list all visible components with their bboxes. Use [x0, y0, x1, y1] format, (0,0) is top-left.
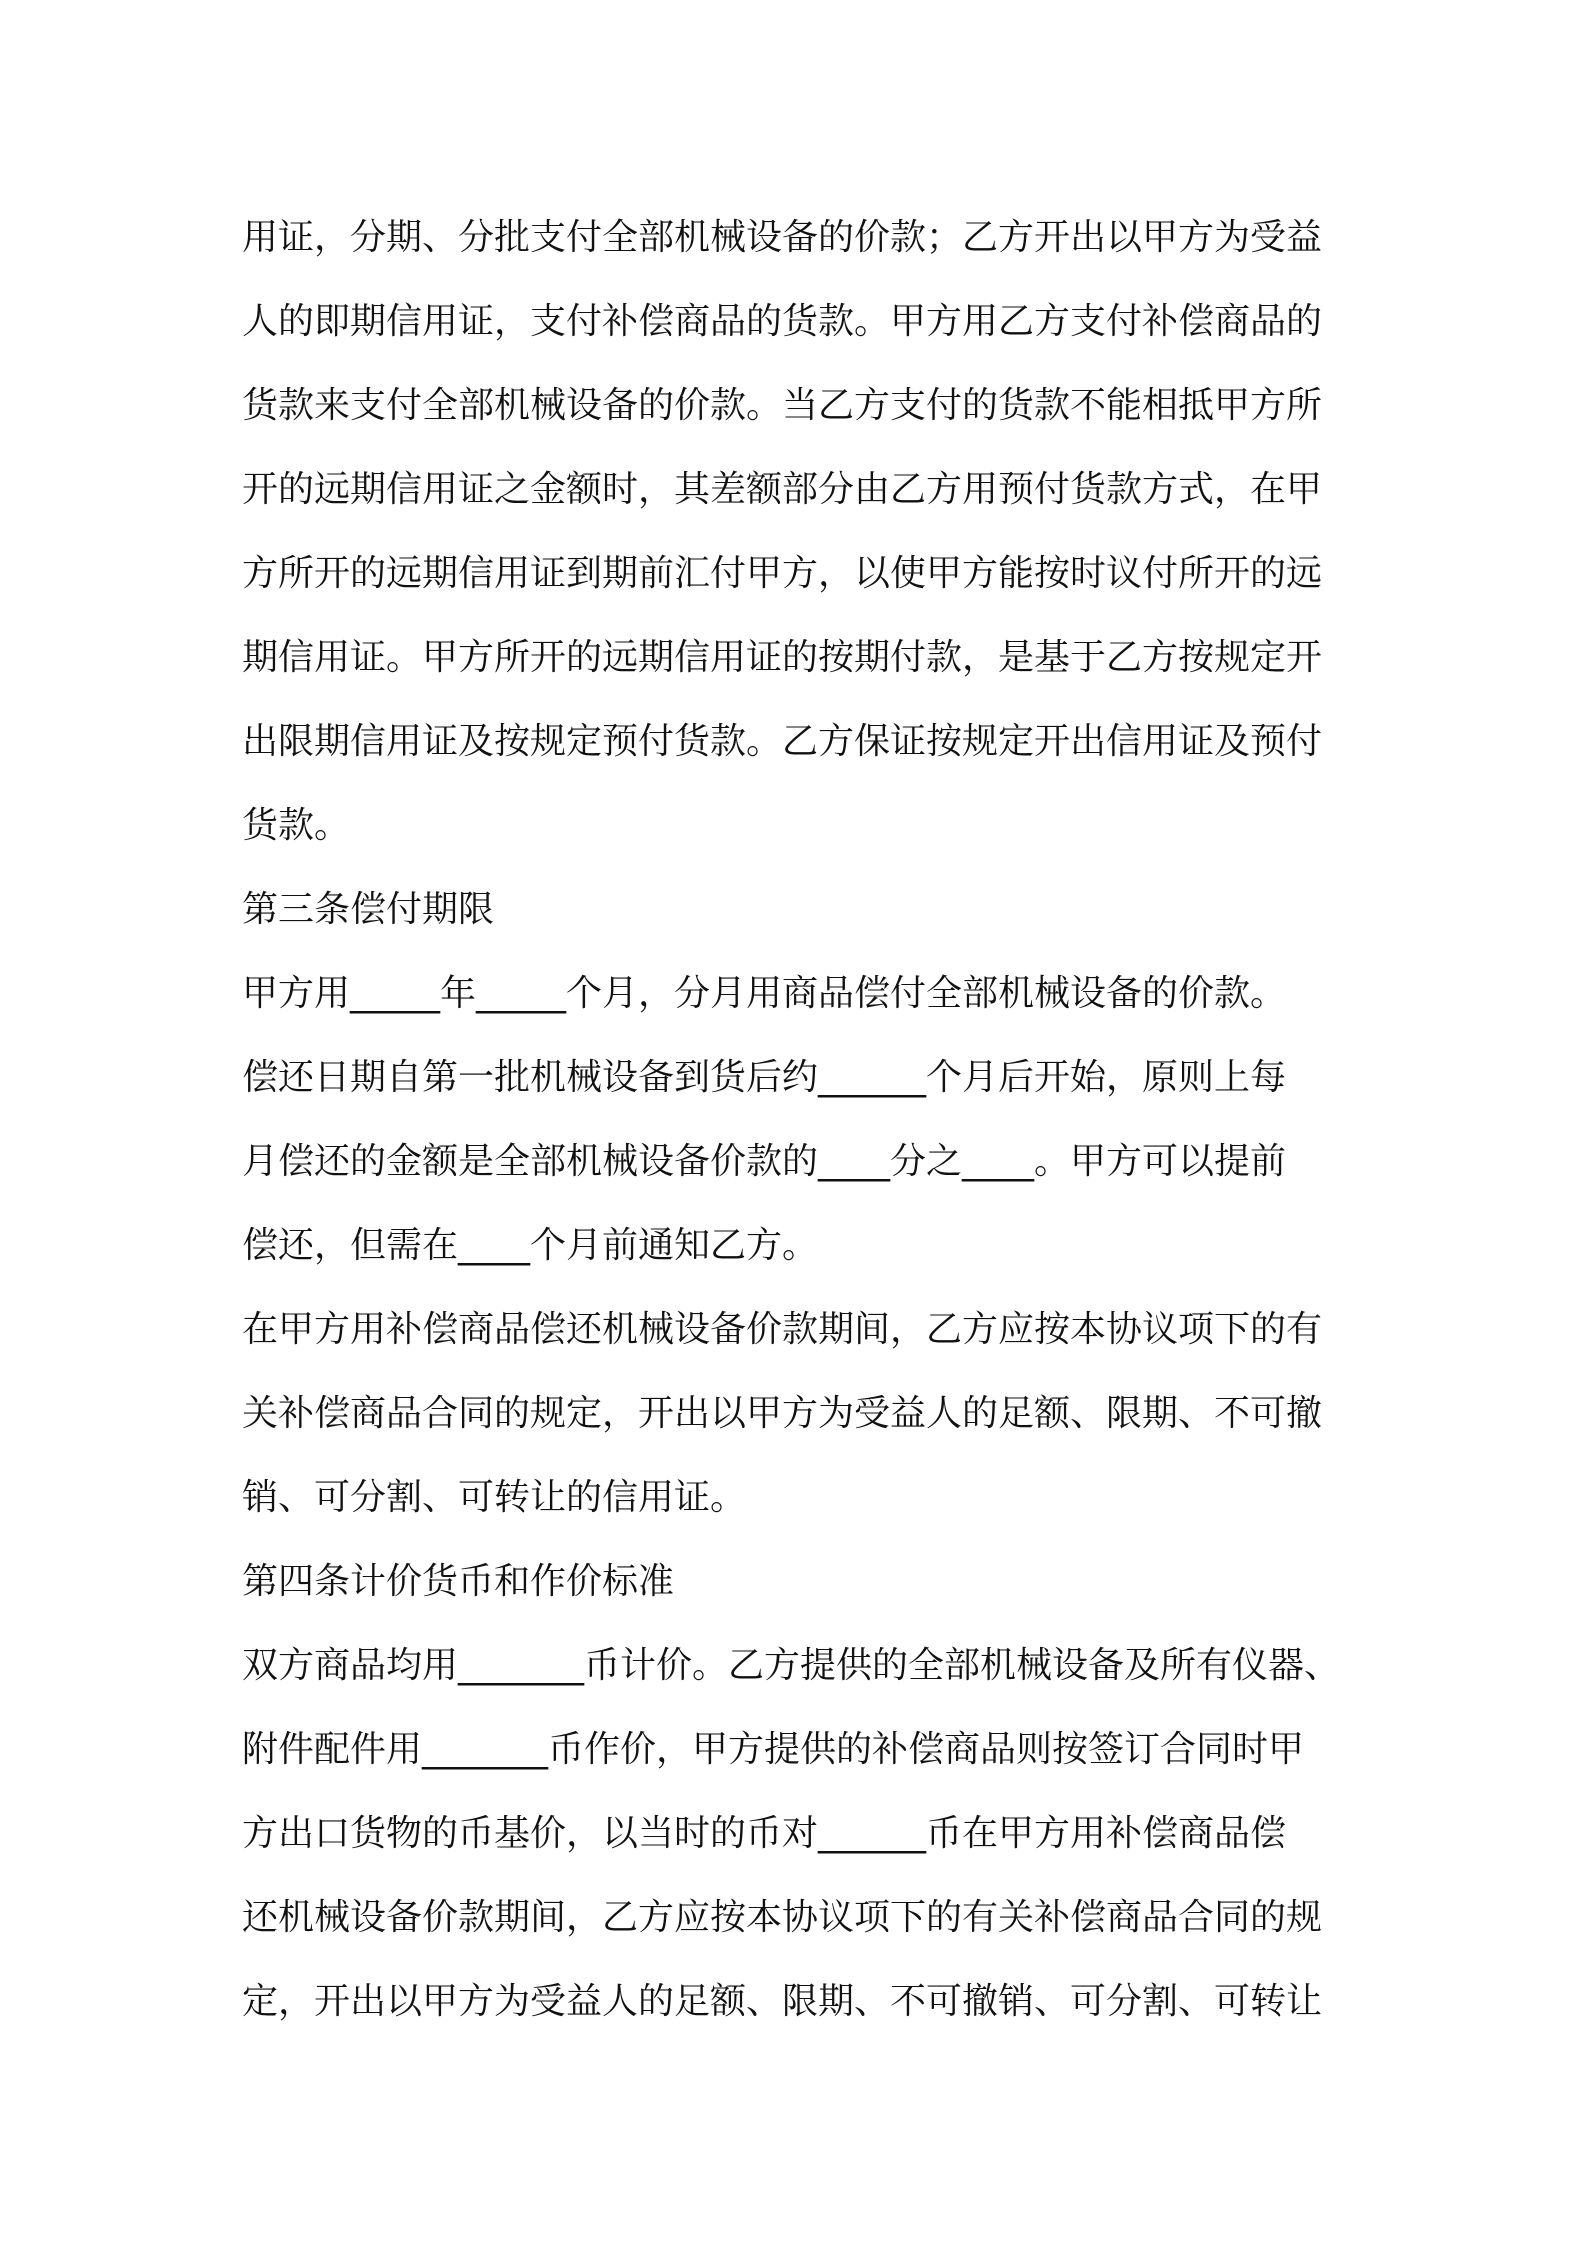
text-line: 用证，分期、分批支付全部机械设备的价款；乙方开出以甲方为受益 — [242, 217, 1323, 258]
text-line: 销、可分割、可转让的信用证。 — [242, 1477, 747, 1518]
text-line: 开的远期信用证之金额时，其差额部分由乙方用预付货款方式，在甲 — [242, 469, 1323, 510]
text-line: 甲方用_____年_____个月，分月用商品偿付全部机械设备的价款。 — [242, 973, 1287, 1014]
text-line: 关补偿商品合同的规定，开出以甲方为受益人的足额、限期、不可撤 — [242, 1393, 1323, 1434]
text-line: 月偿还的金额是全部机械设备价款的____分之____。甲方可以提前 — [242, 1141, 1287, 1182]
text-line: 附件配件用_______币作价，甲方提供的补偿商品则按签订合同时甲 — [242, 1729, 1305, 1770]
text-line: 偿还，但需在____个月前通知乙方。 — [242, 1225, 819, 1266]
text-line: 期信用证。甲方所开的远期信用证的按期付款，是基于乙方按规定开 — [242, 637, 1323, 678]
text-line: 货款来支付全部机械设备的价款。当乙方支付的货款不能相抵甲方所 — [242, 385, 1323, 426]
text-line: 定，开出以甲方为受益人的足额、限期、不可撤销、可分割、可转让 — [242, 1981, 1323, 2022]
text-line: 人的即期信用证，支付补偿商品的货款。甲方用乙方支付补偿商品的 — [242, 301, 1323, 342]
text-line: 双方商品均用_______币计价。乙方提供的全部机械设备及所有仪器、 — [242, 1645, 1341, 1686]
text-line: 方出口货物的币基价，以当时的币对______币在甲方用补偿商品偿 — [242, 1813, 1287, 1854]
contract-text-body — [242, 196, 1362, 2044]
text-line: 货款。 — [242, 805, 351, 846]
text-line: 方所开的远期信用证到期前汇付甲方，以使甲方能按时议付所开的远 — [242, 553, 1323, 594]
section-heading-article-3: 第三条偿付期限 — [242, 889, 495, 930]
section-heading-article-4: 第四条计价货币和作价标准 — [242, 1561, 675, 1602]
text-line: 还机械设备价款期间，乙方应按本协议项下的有关补偿商品合同的规 — [242, 1897, 1323, 1938]
text-line: 在甲方用补偿商品偿还机械设备价款期间，乙方应按本协议项下的有 — [242, 1309, 1323, 1350]
text-line: 偿还日期自第一批机械设备到货后约______个月后开始，原则上每 — [242, 1057, 1287, 1098]
text-line: 出限期信用证及按规定预付货款。乙方保证按规定开出信用证及预付 — [242, 721, 1323, 762]
